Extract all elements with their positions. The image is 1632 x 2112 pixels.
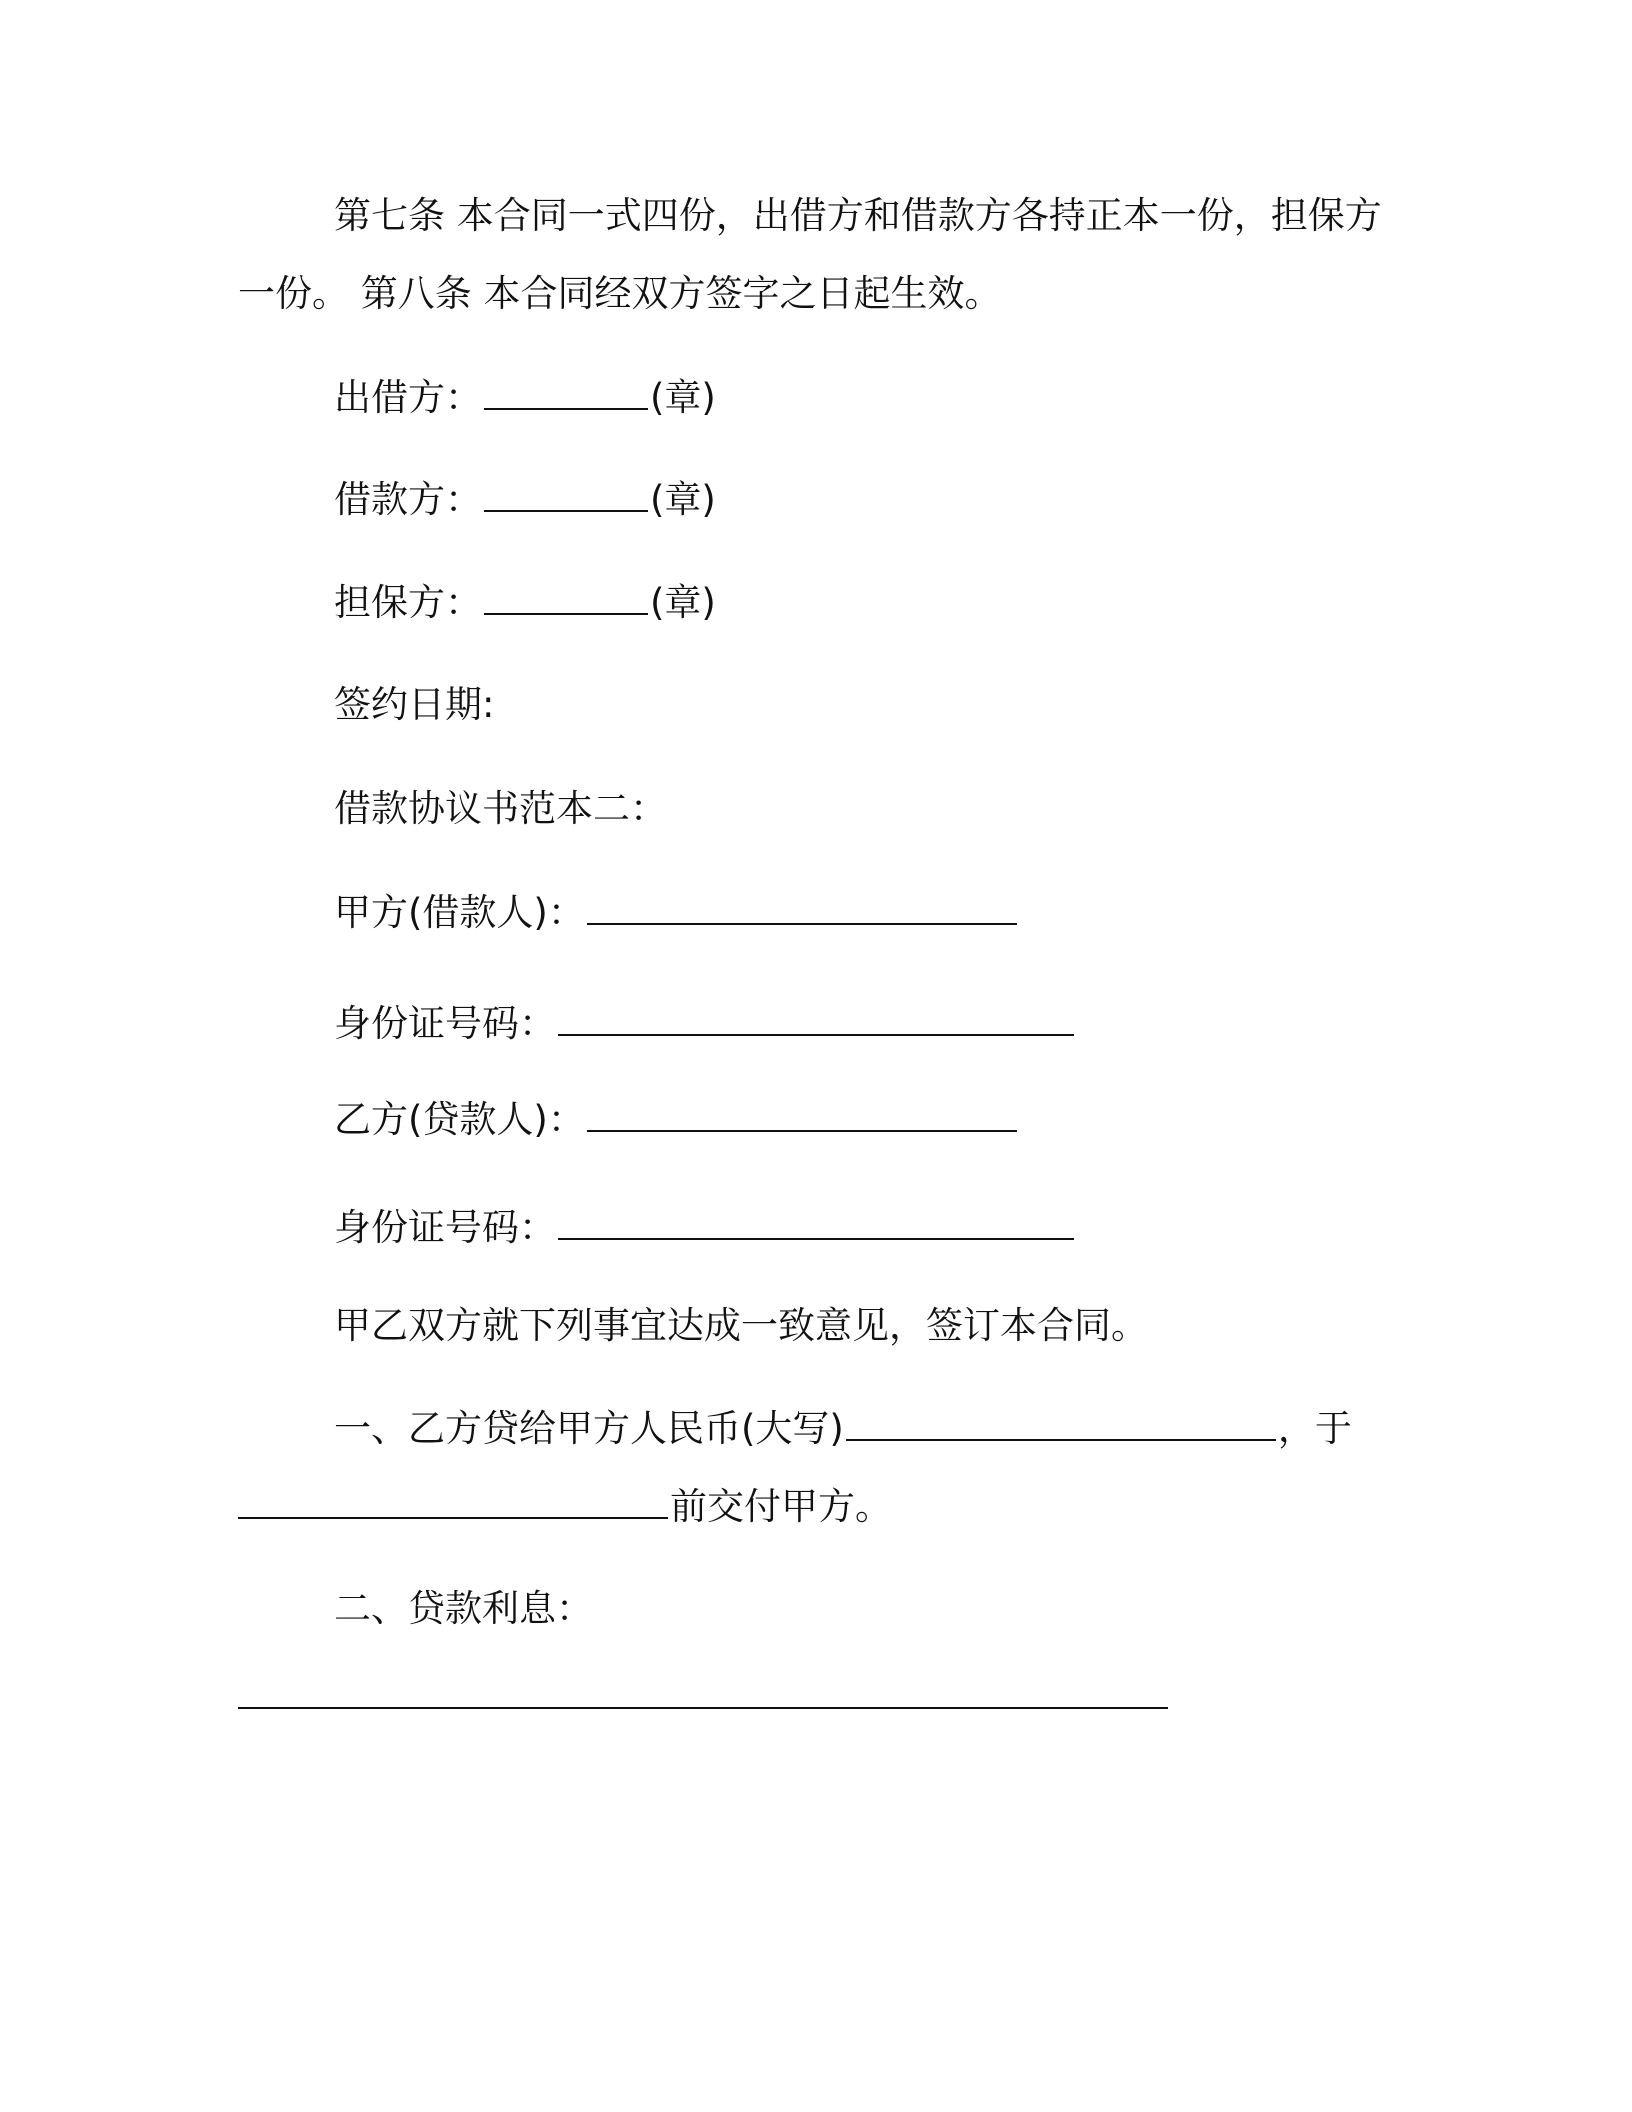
- lender-signature-line: [334, 374, 716, 422]
- clause-2-blank: [238, 1677, 1168, 1709]
- party-b-id-label: 身份证号码：: [334, 1206, 556, 1249]
- party-a-label: 甲方(借款人)：: [334, 891, 585, 934]
- paragraph-article-7-line-2: 一份。 第八条 本合同经双方签字之日起生效。: [238, 272, 1002, 315]
- party-a-line: [334, 889, 1019, 937]
- party-a-id-blank: [558, 1004, 1074, 1036]
- clause-1-amount-blank: [846, 1409, 1276, 1441]
- party-a-id-line: [334, 1000, 1076, 1048]
- agreement-intro: 甲乙双方就下列事宜达成一致意见，签订本合同。: [334, 1304, 1148, 1347]
- guarantor-signature-line: [334, 579, 716, 627]
- lender-seal: (章): [650, 376, 716, 419]
- borrower-signature-line: [334, 476, 716, 524]
- party-b-id-line: [334, 1204, 1076, 1252]
- clause-1-date-blank: [238, 1487, 668, 1519]
- party-a-id-label: 身份证号码：: [334, 1002, 556, 1045]
- clause-2-label: 二、贷款利息：: [334, 1587, 593, 1630]
- party-b-id-blank: [558, 1208, 1074, 1240]
- borrower-seal: (章): [650, 478, 716, 521]
- paragraph-article-7-line-1: 第七条 本合同一式四份，出借方和借款方各持正本一份，担保方: [334, 194, 1382, 237]
- borrower-blank: [484, 480, 648, 512]
- sign-date-line: 签约日期:: [334, 683, 495, 726]
- clause-1-line-2: [238, 1483, 892, 1531]
- party-b-blank: [587, 1100, 1017, 1132]
- party-b-line: [334, 1096, 1019, 1144]
- clause-1-prefix: 一、乙方贷给甲方人民币(大写): [334, 1407, 844, 1450]
- guarantor-label: 担保方：: [334, 581, 482, 624]
- lender-label: 出借方：: [334, 376, 482, 419]
- borrower-label: 借款方：: [334, 478, 482, 521]
- party-a-blank: [587, 893, 1017, 925]
- lender-blank: [484, 378, 648, 410]
- clause-1-line-1: [334, 1405, 1352, 1453]
- party-b-label: 乙方(贷款人)：: [334, 1098, 585, 1141]
- template-title: 借款协议书范本二：: [334, 787, 667, 830]
- clause-2-blank-line: [238, 1673, 1170, 1721]
- clause-1-suffix: 前交付甲方。: [670, 1485, 892, 1528]
- guarantor-blank: [484, 583, 648, 615]
- guarantor-seal: (章): [650, 581, 716, 624]
- clause-1-mid: ，于: [1277, 1407, 1352, 1450]
